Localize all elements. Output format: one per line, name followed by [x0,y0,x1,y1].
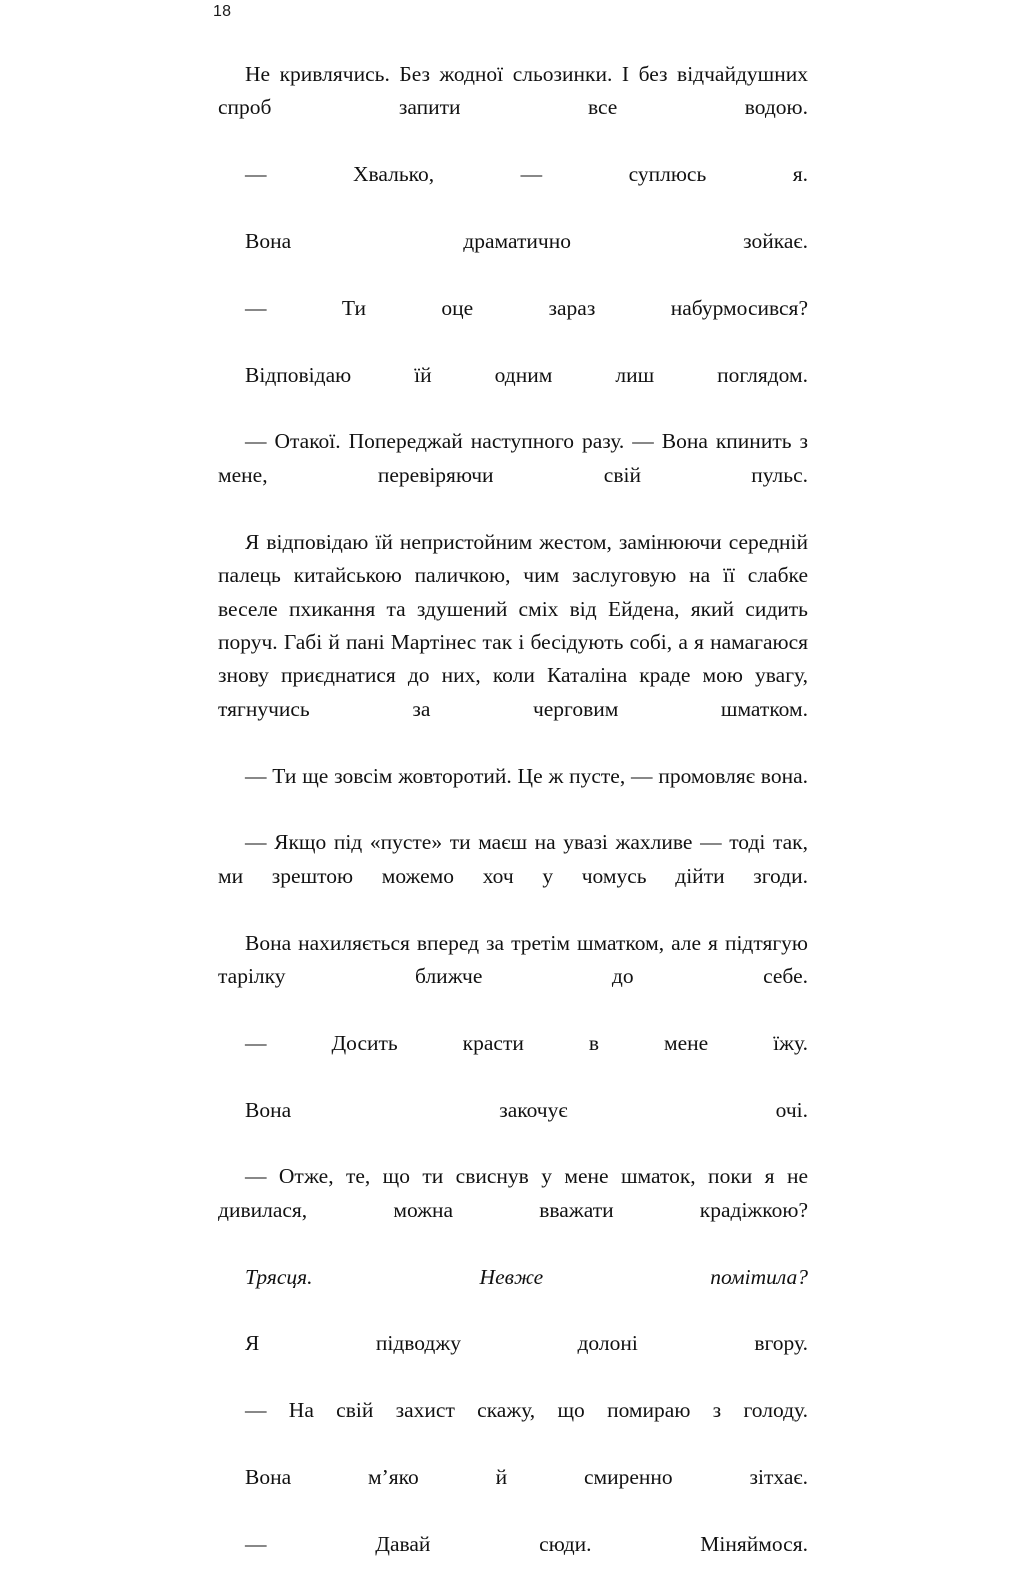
body-paragraph: — Якщо під «пусте» ти маєш на увазі жахливе — тоді так, ми зрештою можемо хоч у чомусь дійти згоди. [218,830,808,888]
body-paragraph: — Досить красти в мене їжу. [245,1030,808,1055]
body-paragraph: — Ти оце зараз набурмосився? [245,295,808,320]
body-paragraph: Я відповідаю їй непристойним жестом, замінюючи середній палець китайською паличкою, чим заслуговую на її слабке веселе пхикання та здушений сміх від Ейдена, який сидить поруч. Габі й пані Мартінес так і бесідують собі, а я намагаюся знову приєднатися до них, коли Каталіна краде мою увагу, тягнучись за черговим шматком. [218,529,808,721]
body-paragraph: — Ти ще зовсім жовторотий. Це ж пусте, — промовляє вона. [245,763,808,788]
body-paragraph: — Отже, те, що ти свиснув у мене шматок, поки я не дивилася, можна вважати крадіжкою? [218,1164,808,1222]
body-text-block [218,58,808,1595]
body-paragraph: Я підводжу долоні вгору. [245,1331,808,1356]
body-paragraph: Вона закочує очі. [245,1097,808,1122]
body-paragraph: Відповідаю їй одним лиш поглядом. [245,362,808,387]
body-paragraph: — На свій захист скажу, що помираю з голоду. [245,1398,808,1423]
body-paragraph: Вона нахиляється вперед за третім шматком, але я підтягую тарілку ближче до себе. [218,930,808,988]
body-paragraph: Вона м’яко й смиренно зітхає. [245,1465,808,1490]
body-paragraph: Трясця. Невже помітила? [245,1264,808,1289]
body-paragraph: Не кривлячись. Без жодної сльозинки. І без відчайдушних спроб запити все водою. [218,62,808,120]
body-paragraph: Вона драматично зойкає. [245,229,808,254]
body-paragraph: — Хвалько, — суплюсь я. [245,162,808,187]
page-number: 18 [213,3,232,20]
body-paragraph: — Отакої. Попереджай наступного разу. — Вона кпинить з мене, перевіряючи свій пульс. [218,429,808,487]
body-paragraph: — Давай сюди. Міняймося. [245,1531,808,1556]
